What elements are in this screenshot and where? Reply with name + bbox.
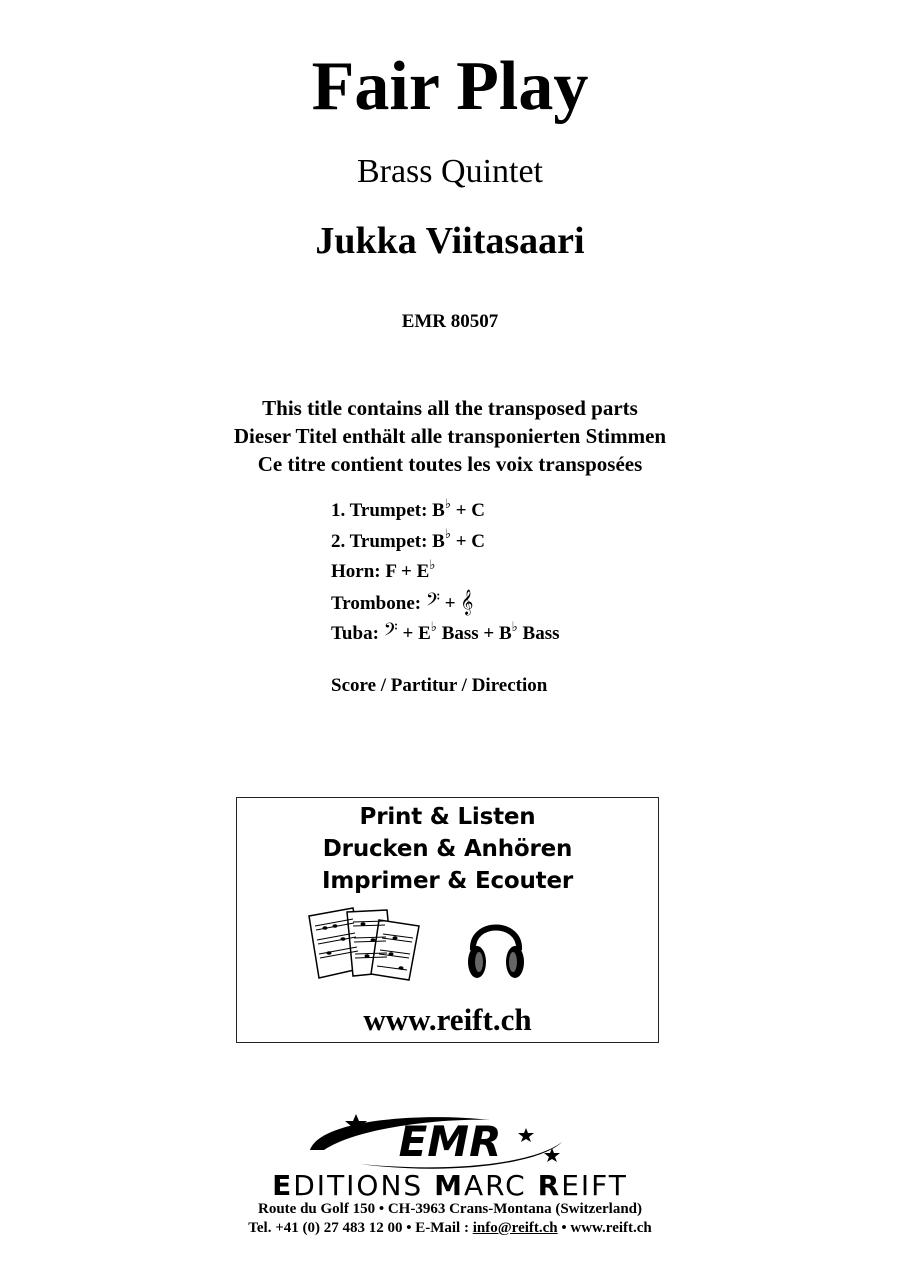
emr-logo <box>300 1106 600 1176</box>
promo-url-link[interactable]: www.reift.ch <box>363 1002 532 1037</box>
flat-sign: ♭ <box>430 618 437 634</box>
bass-clef-icon: 𝄢 <box>383 620 398 645</box>
part-trombone <box>331 588 751 619</box>
publisher-name-part: EIFT <box>561 1169 628 1202</box>
subtitle: Brass Quintet <box>356 153 544 190</box>
treble-clef-icon: 𝄞 <box>460 589 474 615</box>
contact-suffix: • www.reift.ch <box>557 1220 652 1236</box>
intro-line-de: Dieser Titel enthält alle transponierten Stimmen <box>233 424 667 448</box>
plus-sign: + <box>439 592 461 614</box>
part-end: Bass <box>517 623 560 644</box>
part-horn <box>331 557 751 588</box>
publisher-name-part: E <box>272 1169 294 1202</box>
intro-block <box>0 394 900 478</box>
intro-line-en: This title contains all the transposed parts <box>262 396 638 420</box>
flat-sign: ♭ <box>429 556 436 572</box>
part-label: 2. Trumpet: B <box>331 530 445 552</box>
email-link[interactable]: info@reift.ch <box>472 1220 558 1236</box>
page-title: Fair Play <box>311 48 589 125</box>
promo-line-fr: Imprimer & Ecouter <box>321 868 574 894</box>
flat-sign: ♭ <box>444 495 451 511</box>
publisher-contact <box>0 1219 900 1237</box>
part-tuba <box>331 618 751 649</box>
part-mid2: Bass + B <box>436 623 512 644</box>
emr-logo-text: EMR <box>398 1117 502 1166</box>
print-listen-box[interactable] <box>236 797 659 1043</box>
part-label: Tuba: <box>331 623 384 644</box>
part-mid: + E <box>397 623 431 644</box>
intro-line-fr: Ce titre contient toutes les voix transposées <box>257 452 643 476</box>
publisher-name-part: ARC <box>463 1169 538 1202</box>
publisher-name-part: DITIONS <box>293 1169 435 1202</box>
part-label: Horn: F + E <box>331 561 430 582</box>
part-trumpet-2 <box>331 527 751 558</box>
publisher-name-part: R <box>537 1169 562 1202</box>
catalog-number: EMR 80507 <box>401 311 499 332</box>
part-label: Trombone: <box>331 592 426 614</box>
part-rest: + C <box>450 530 486 552</box>
promo-line-de: Drucken & Anhören <box>322 836 573 862</box>
part-trumpet-1 <box>331 496 751 527</box>
publisher-name-part: M <box>434 1169 464 1202</box>
flat-sign: ♭ <box>511 618 518 634</box>
part-rest: + C <box>450 500 486 521</box>
sheet-music-icon <box>307 906 423 982</box>
part-label: 1. Trumpet: B <box>331 500 445 521</box>
composer-name: Jukka Viitasaari <box>315 220 585 262</box>
headphones-icon <box>465 906 527 982</box>
publisher-name <box>0 1169 900 1202</box>
flat-sign: ♭ <box>444 526 451 542</box>
promo-line-en: Print & Listen <box>359 804 536 830</box>
publisher-address: Route du Golf 150 • CH-3963 Crans-Montana (Switzerland) <box>258 1201 642 1217</box>
score-label: Score / Partitur / Direction <box>331 675 548 696</box>
parts-list <box>331 496 751 649</box>
bass-clef-icon: 𝄢 <box>425 589 440 615</box>
contact-prefix: Tel. +41 (0) 27 483 12 00 • E-Mail : <box>248 1220 473 1236</box>
